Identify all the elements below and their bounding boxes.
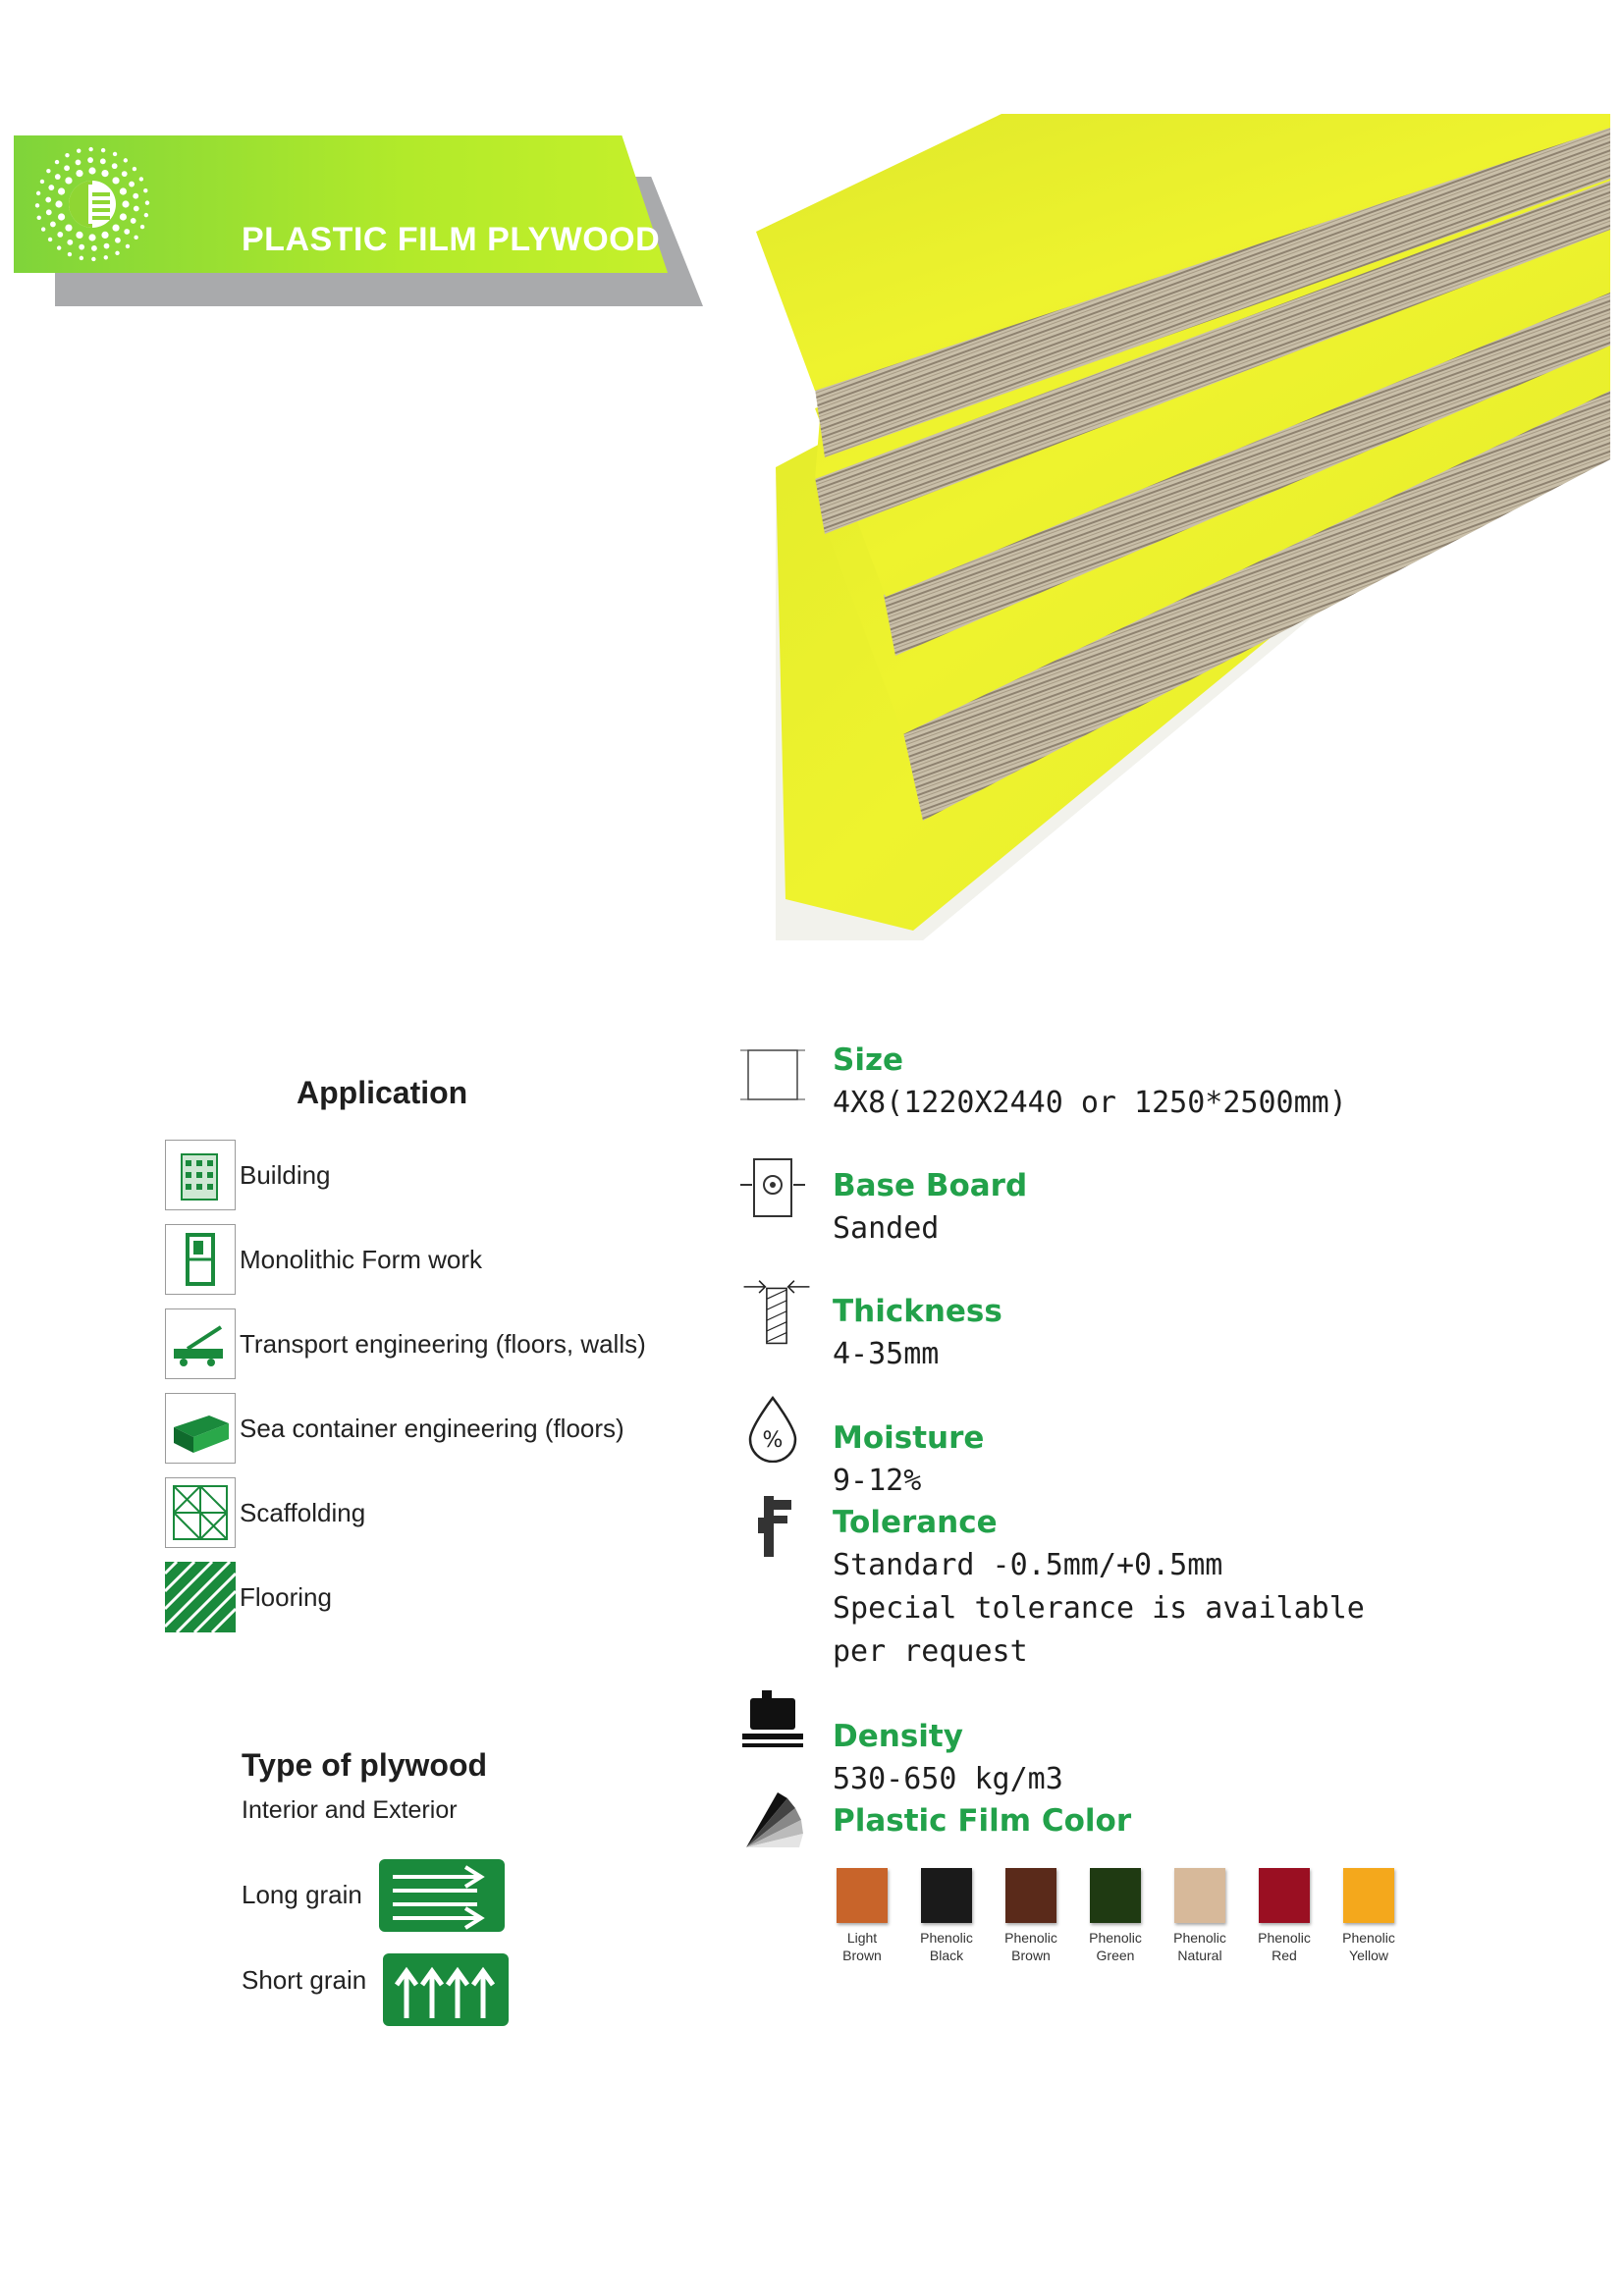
thickness-value: 4-35mm — [833, 1337, 940, 1371]
long-grain-label: Long grain — [242, 1880, 362, 1909]
building-icon — [165, 1140, 236, 1210]
moisture-drop-icon — [738, 1394, 807, 1463]
color-swatch — [921, 1868, 972, 1923]
application-item-flooring — [165, 1561, 332, 1633]
short-grain-icon — [383, 1953, 509, 2026]
application-label: Building — [240, 1159, 331, 1190]
density-value: 530-650 kg/m3 — [833, 1762, 1063, 1796]
color-swatch-caption: Phenolic — [920, 1930, 973, 1946]
sunburst-logo-icon — [26, 137, 159, 271]
tolerance-request: per request — [833, 1634, 1028, 1669]
thickness-icon — [732, 1276, 821, 1345]
application-label: Sea container engineering (floors) — [240, 1413, 624, 1443]
scaffolding-icon — [165, 1477, 236, 1548]
short-grain-label: Short grain — [242, 1965, 367, 1995]
color-swatch-caption: Natural — [1177, 1948, 1222, 1963]
color-swatch-caption: Light — [846, 1930, 878, 1946]
base-board-title: Base Board — [833, 1168, 1028, 1203]
application-label: Scaffolding — [240, 1497, 366, 1527]
application-title: Application — [297, 1075, 468, 1110]
flooring-icon — [165, 1562, 236, 1632]
application-item-transport — [165, 1308, 646, 1380]
thickness-title: Thickness — [833, 1294, 1002, 1329]
color-swatch-caption: Phenolic — [1173, 1930, 1226, 1946]
color-swatch — [1005, 1868, 1056, 1923]
color-swatch-caption: Yellow — [1349, 1948, 1388, 1963]
color-swatch — [837, 1868, 888, 1923]
color-swatch-caption: Phenolic — [1089, 1930, 1142, 1946]
long-grain-icon — [379, 1859, 505, 1932]
container-icon — [165, 1393, 236, 1464]
weight-scale-icon — [738, 1686, 807, 1755]
size-value: 4X8(1220X2440 or 1250*2500mm) — [833, 1086, 1347, 1120]
crane-truck-icon — [165, 1308, 236, 1379]
application-item-container — [165, 1392, 624, 1465]
tolerance-title: Tolerance — [833, 1505, 998, 1540]
color-swatch — [1343, 1868, 1394, 1923]
color-swatch — [1259, 1868, 1310, 1923]
application-label: Transport engineering (floors, walls) — [240, 1328, 646, 1359]
base-board-value: Sanded — [833, 1211, 940, 1246]
color-swatch-caption: Phenolic — [1342, 1930, 1395, 1946]
color-swatch-caption: Red — [1272, 1948, 1297, 1963]
plywood-type-subtitle: Interior and Exterior — [242, 1796, 458, 1824]
size-frame-icon — [738, 1041, 807, 1109]
caliper-icon — [738, 1492, 807, 1561]
application-item-formwork — [165, 1223, 482, 1296]
color-swatch-caption: Brown — [842, 1948, 882, 1963]
color-swatch — [1090, 1868, 1141, 1923]
tolerance-special: Special tolerance is available — [833, 1591, 1365, 1626]
color-fan-icon — [738, 1787, 807, 1855]
size-title: Size — [833, 1042, 904, 1078]
color-swatch-caption: Brown — [1011, 1948, 1051, 1963]
application-label: Monolithic Form work — [240, 1244, 483, 1274]
tolerance-standard: Standard -0.5mm/+0.5mm — [833, 1548, 1223, 1582]
color-swatch — [1174, 1868, 1225, 1923]
banner-title: PLASTIC FILM PLYWOOD — [242, 221, 661, 258]
application-item-building — [165, 1139, 331, 1211]
film-color-title: Plastic Film Color — [833, 1803, 1132, 1839]
color-swatch-caption: Phenolic — [1258, 1930, 1311, 1946]
plywood-stack-image — [628, 114, 1610, 940]
moisture-value: 9-12% — [833, 1464, 922, 1498]
density-title: Density — [833, 1719, 963, 1754]
application-label: Flooring — [240, 1581, 332, 1612]
svg-text:%: % — [762, 1428, 784, 1453]
formwork-icon — [165, 1224, 236, 1295]
moisture-title: Moisture — [833, 1420, 985, 1456]
color-swatch-caption: Phenolic — [1004, 1930, 1057, 1946]
application-item-scaffolding — [165, 1476, 365, 1549]
plywood-type-title: Type of plywood — [242, 1747, 488, 1783]
board-gear-icon — [738, 1153, 807, 1222]
color-swatch-caption: Green — [1096, 1948, 1135, 1963]
color-swatch-caption: Black — [929, 1948, 964, 1963]
